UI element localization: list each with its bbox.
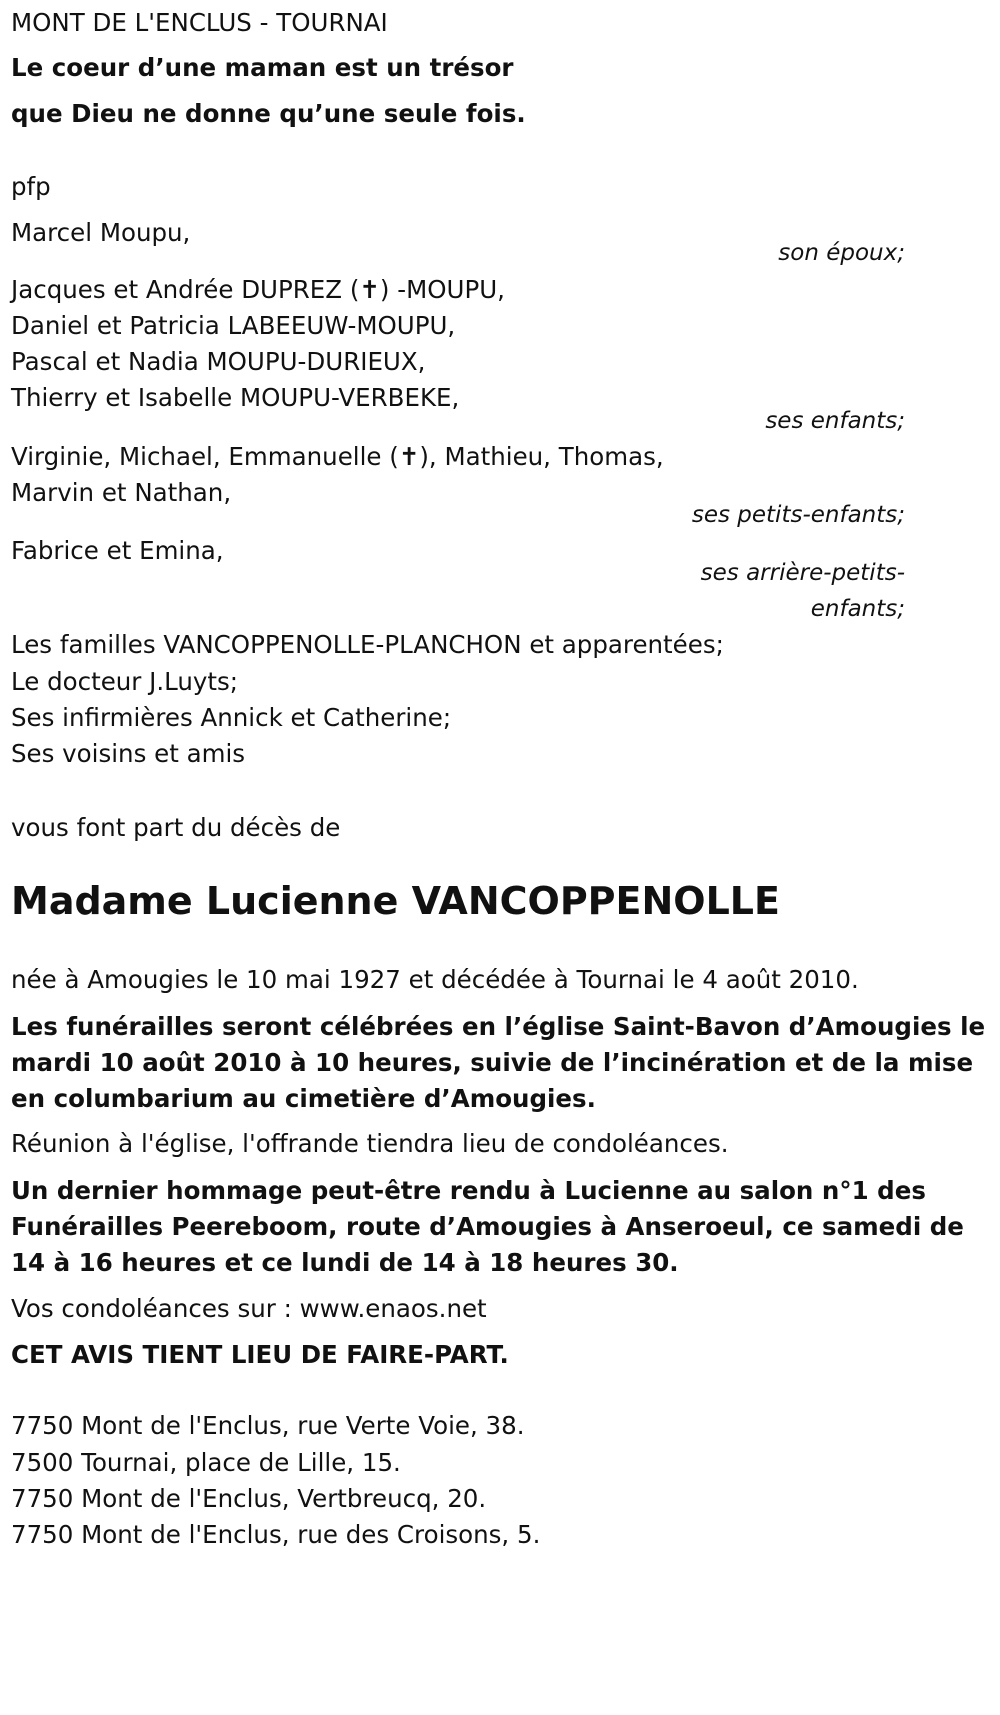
other-family-3: Ses infirmières Annick et Catherine; xyxy=(11,703,452,732)
other-family-4: Ses voisins et amis xyxy=(11,739,246,768)
homage-line-1: Un dernier hommage peut-être rendu à Lucienne au salon n°1 des xyxy=(11,1176,926,1205)
homage-line-2: Funérailles Peereboom, route d’Amougies à Anseroeul, ce samedi de xyxy=(11,1212,964,1241)
address-4: 7750 Mont de l'Enclus, rue des Croisons, 5. xyxy=(11,1520,541,1549)
intro-text: vous font part du décès de xyxy=(11,813,341,842)
funeral-line-3: en columbarium au cimetière d’Amougies. xyxy=(11,1084,596,1113)
condolences-text: Vos condoléances sur : www.enaos.net xyxy=(11,1294,487,1323)
great-grandchildren: Fabrice et Emina, xyxy=(11,536,224,565)
address-3: 7750 Mont de l'Enclus, Vertbreucq, 20. xyxy=(11,1484,487,1513)
birth-death-dates: née à Amougies le 10 mai 1927 et décédée à Tournai le 4 août 2010. xyxy=(11,965,859,994)
children-role: ses enfants; xyxy=(765,408,905,434)
homage-line-3: 14 à 16 heures et ce lundi de 14 à 18 heures 30. xyxy=(11,1248,679,1277)
great-grandchildren-role-2: enfants; xyxy=(810,596,905,622)
spouse-role: son époux; xyxy=(778,240,905,266)
location-header: MONT DE L'ENCLUS - TOURNAI xyxy=(11,8,388,37)
funeral-line-2: mardi 10 août 2010 à 10 heures, suivie de l’incinération et de la mise xyxy=(11,1048,974,1077)
other-family-2: Le docteur J.Luyts; xyxy=(11,667,239,696)
address-1: 7750 Mont de l'Enclus, rue Verte Voie, 38. xyxy=(11,1411,525,1440)
address-2: 7500 Tournai, place de Lille, 15. xyxy=(11,1448,401,1477)
grandchildren-line-2: Marvin et Nathan, xyxy=(11,478,232,507)
child-3: Pascal et Nadia MOUPU-DURIEUX, xyxy=(11,347,426,376)
quote-line-2: que Dieu ne donne qu’une seule fois. xyxy=(11,99,526,128)
deceased-name: Madame Lucienne VANCOPPENOLLE xyxy=(11,879,780,923)
pfp-text: pfp xyxy=(11,172,51,201)
grandchildren-line-1: Virginie, Michael, Emmanuelle (✝), Mathieu, Thomas, xyxy=(11,442,664,471)
child-2: Daniel et Patricia LABEEUW-MOUPU, xyxy=(11,311,456,340)
child-4: Thierry et Isabelle MOUPU-VERBEKE, xyxy=(11,383,460,412)
great-grandchildren-role-1: ses arrière-petits- xyxy=(700,560,905,586)
other-family-1: Les familles VANCOPPENOLLE-PLANCHON et apparentées; xyxy=(11,630,724,659)
notice-text: CET AVIS TIENT LIEU DE FAIRE-PART. xyxy=(11,1340,509,1369)
spouse-name: Marcel Moupu, xyxy=(11,218,191,247)
grandchildren-role: ses petits-enfants; xyxy=(691,502,905,528)
funeral-line-1: Les funérailles seront célébrées en l’église Saint-Bavon d’Amougies le xyxy=(11,1012,986,1041)
quote-line-1: Le coeur d’une maman est un trésor xyxy=(11,53,514,82)
child-1: Jacques et Andrée DUPREZ (✝) -MOUPU, xyxy=(11,275,505,304)
gathering-text: Réunion à l'église, l'offrande tiendra lieu de condoléances. xyxy=(11,1129,729,1158)
